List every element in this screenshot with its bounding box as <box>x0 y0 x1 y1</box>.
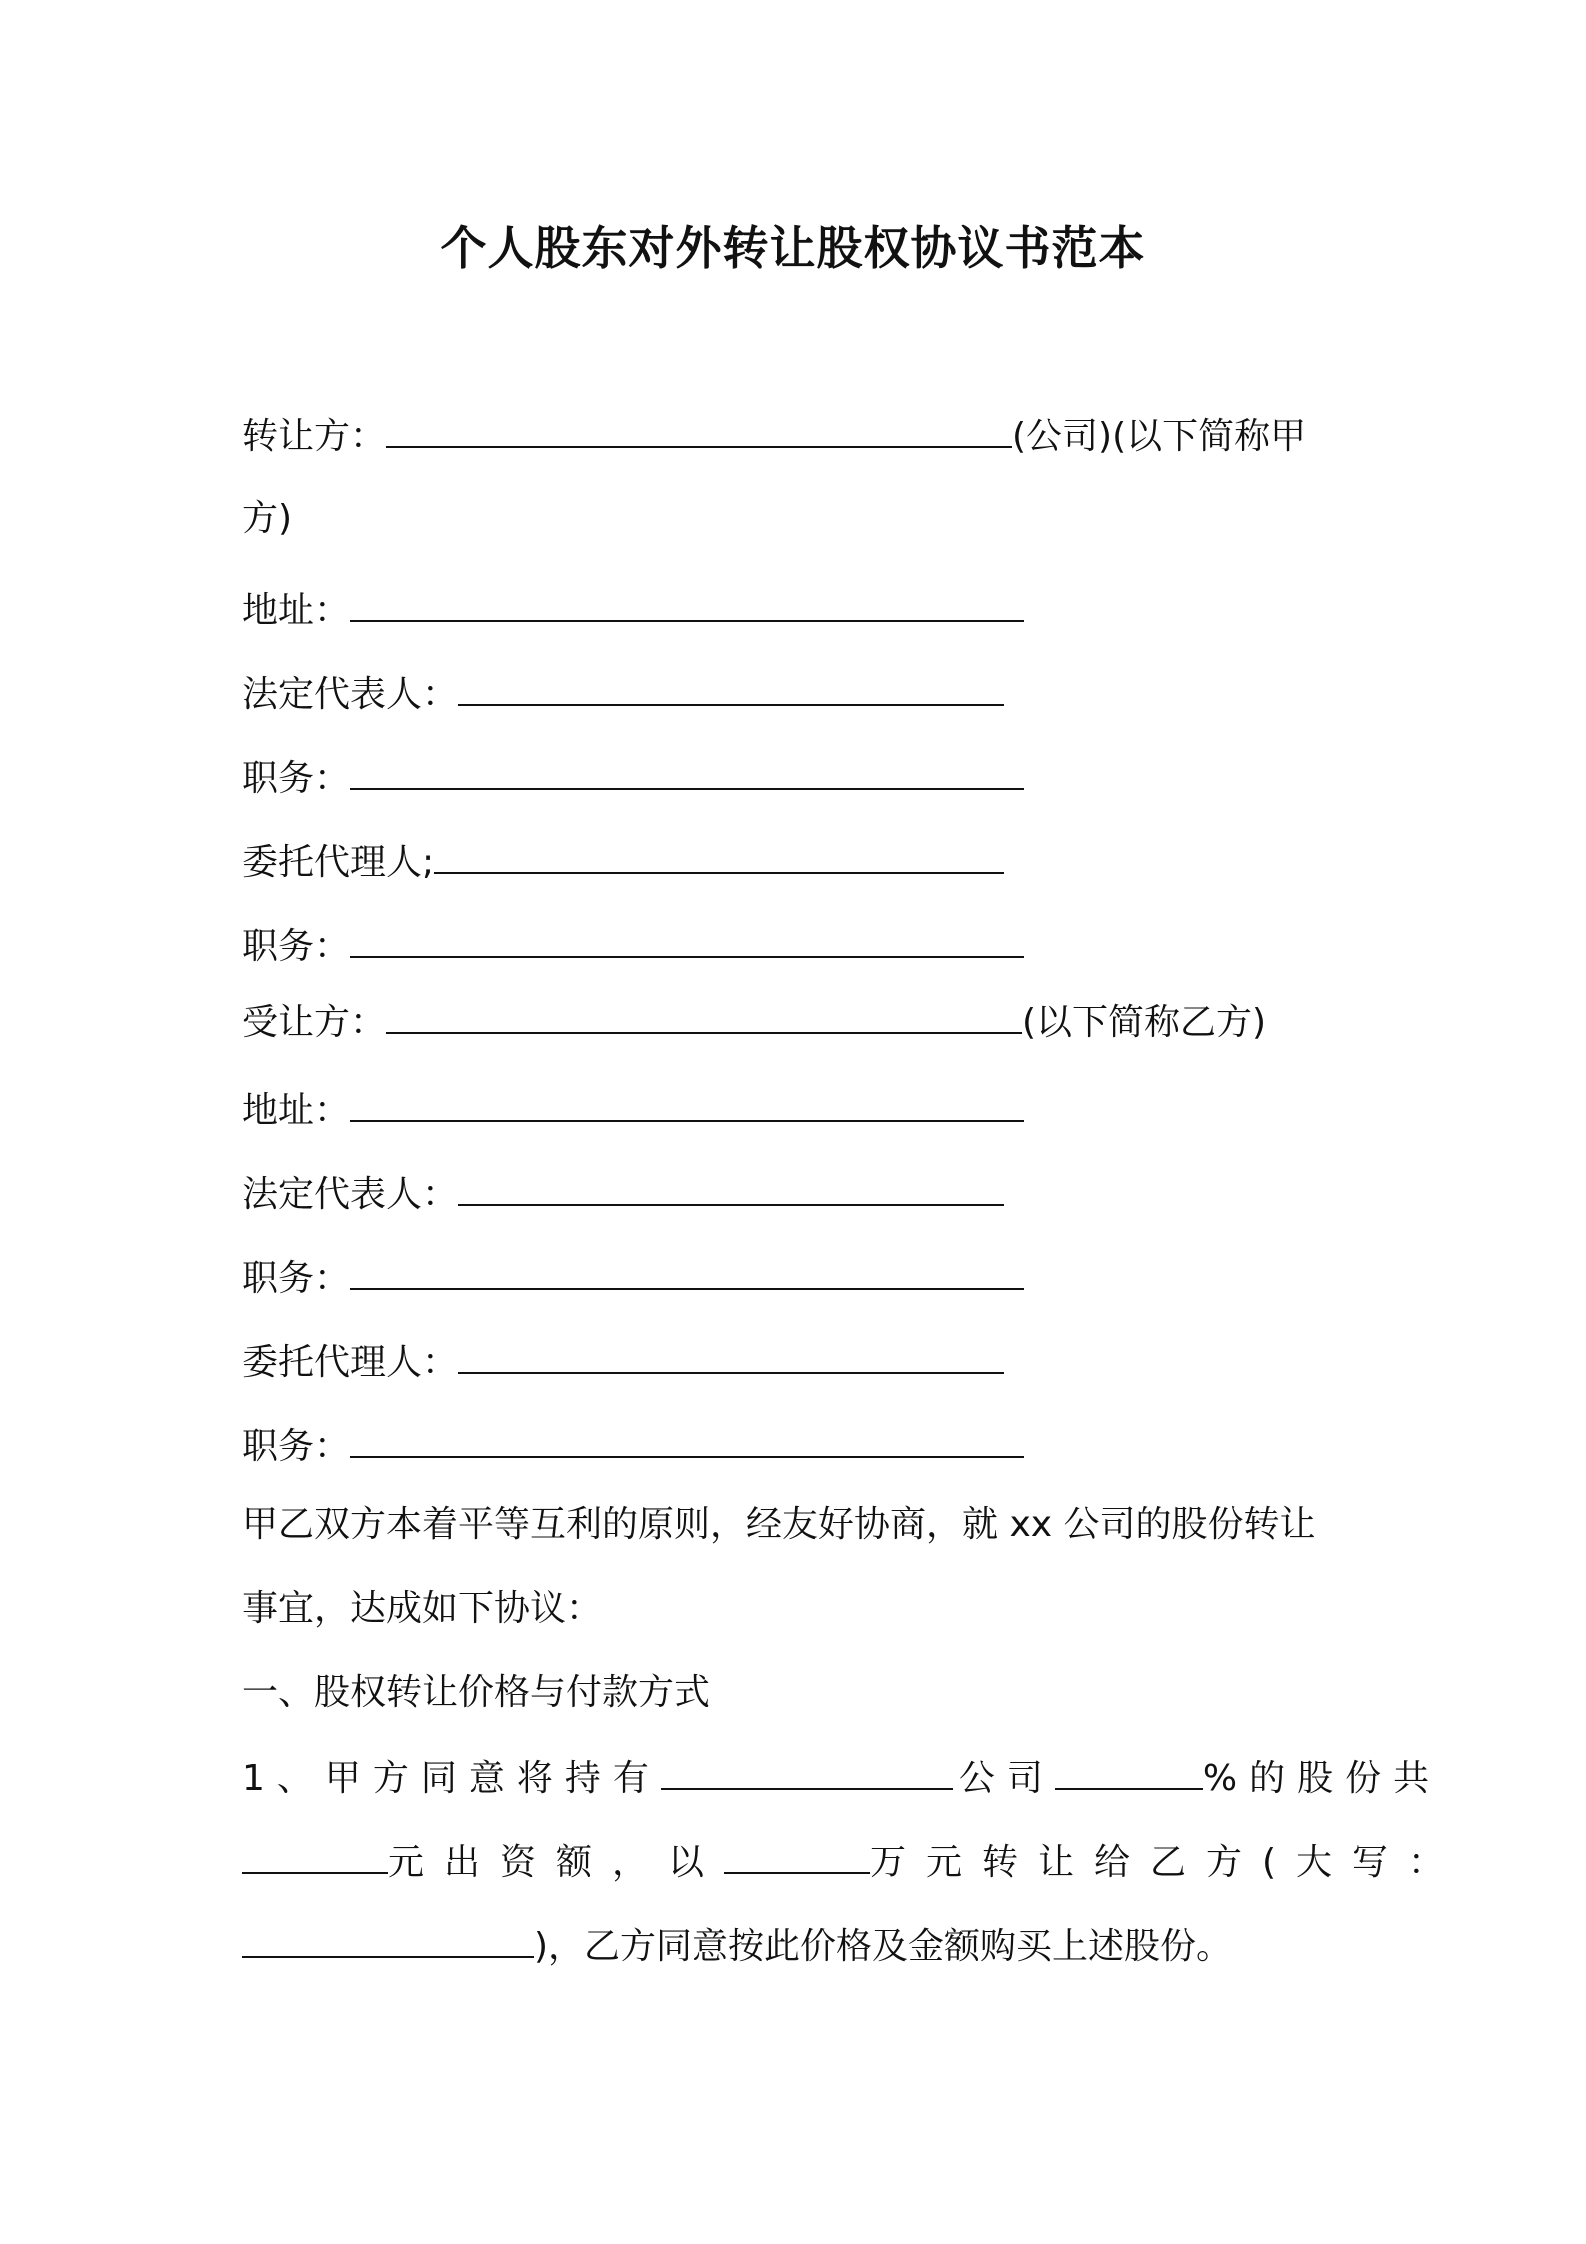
party-b-address-blank[interactable] <box>350 1084 1024 1122</box>
clause-1-line-3 <box>242 1920 1232 1972</box>
party-b-legal-rep-blank[interactable] <box>458 1168 1004 1206</box>
party-a-address-blank[interactable] <box>350 584 1024 622</box>
party-a-agent-line <box>242 836 1004 888</box>
transferor-suffix: (公司)(以下简称甲 <box>1012 416 1307 457</box>
party-b-address-line <box>242 1084 1024 1136</box>
party-a-legal-rep-label: 法定代表人： <box>242 674 459 715</box>
party-a-address-label: 地址： <box>242 590 351 631</box>
party-a-legal-rep-line <box>242 668 1004 720</box>
party-a-position-label: 职务： <box>242 758 351 799</box>
transferor-line-cont <box>242 494 292 544</box>
preamble-line-2: 事宜，达成如下协议： <box>242 1588 603 1629</box>
clause-1-text-b: 公司 <box>958 1758 1055 1799</box>
party-a-agent-blank[interactable] <box>434 836 1004 874</box>
clause-1-text-a: 1、甲方同意将持有 <box>242 1758 661 1799</box>
party-b-legal-rep-line <box>242 1168 1004 1220</box>
party-b-address-label: 地址： <box>242 1090 351 1131</box>
document-title: 个人股东对外转让股权协议书范本 <box>440 221 1146 275</box>
clause-1-text-e: 万元转让给乙方(大写： <box>870 1842 1465 1883</box>
party-a-legal-rep-blank[interactable] <box>458 668 1004 706</box>
party-b-agent-label: 委托代理人： <box>242 1342 459 1383</box>
transferee-label: 受让方： <box>242 1002 387 1043</box>
clause-1-text-d: 元出资额，以 <box>388 1842 725 1883</box>
party-b-position-blank[interactable] <box>350 1252 1024 1290</box>
transferor-label: 转让方： <box>242 416 387 457</box>
clause-1-line-1 <box>242 1752 1441 1804</box>
clause-1-company-blank[interactable] <box>661 1752 953 1790</box>
clause-1-line-2 <box>242 1836 1464 1888</box>
clause-1-text-c: %的股份共 <box>1202 1758 1442 1799</box>
preamble-line-1: 甲乙双方本着平等互利的原则，经友好协商，就 xx 公司的股份转让 <box>242 1504 1316 1545</box>
clause-1-capital-blank[interactable] <box>242 1920 534 1958</box>
party-a-agent-position-blank[interactable] <box>350 920 1024 958</box>
transferee-line <box>242 996 1266 1048</box>
party-b-agent-line <box>242 1336 1004 1388</box>
party-a-position-line <box>242 752 1024 804</box>
transferor-line <box>242 410 1306 462</box>
party-b-agent-position-blank[interactable] <box>350 1420 1024 1458</box>
clause-1-amount-blank[interactable] <box>242 1836 388 1874</box>
section-1-heading: 一、股权转让价格与付款方式 <box>242 1672 711 1713</box>
transferee-suffix: (以下简称乙方) <box>1022 1002 1267 1043</box>
transferor-blank[interactable] <box>386 410 1012 448</box>
transferee-blank[interactable] <box>386 996 1022 1034</box>
party-b-agent-blank[interactable] <box>458 1336 1004 1374</box>
transferor-suffix-cont: 方) <box>242 498 293 539</box>
clause-1-price-blank[interactable] <box>724 1836 870 1874</box>
party-a-agent-label: 委托代理人; <box>242 842 435 883</box>
party-a-agent-position-label: 职务： <box>242 926 351 967</box>
clause-1-text-f: )，乙方同意按此价格及金额购买上述股份。 <box>534 1926 1233 1967</box>
party-b-position-label: 职务： <box>242 1258 351 1299</box>
party-b-position-line <box>242 1252 1024 1304</box>
party-b-agent-position-line <box>242 1420 1024 1472</box>
party-a-address-line <box>242 584 1024 636</box>
clause-1-percent-blank[interactable] <box>1055 1752 1203 1790</box>
party-b-agent-position-label: 职务： <box>242 1426 351 1467</box>
party-a-agent-position-line <box>242 920 1024 972</box>
party-a-position-blank[interactable] <box>350 752 1024 790</box>
party-b-legal-rep-label: 法定代表人： <box>242 1174 459 1215</box>
